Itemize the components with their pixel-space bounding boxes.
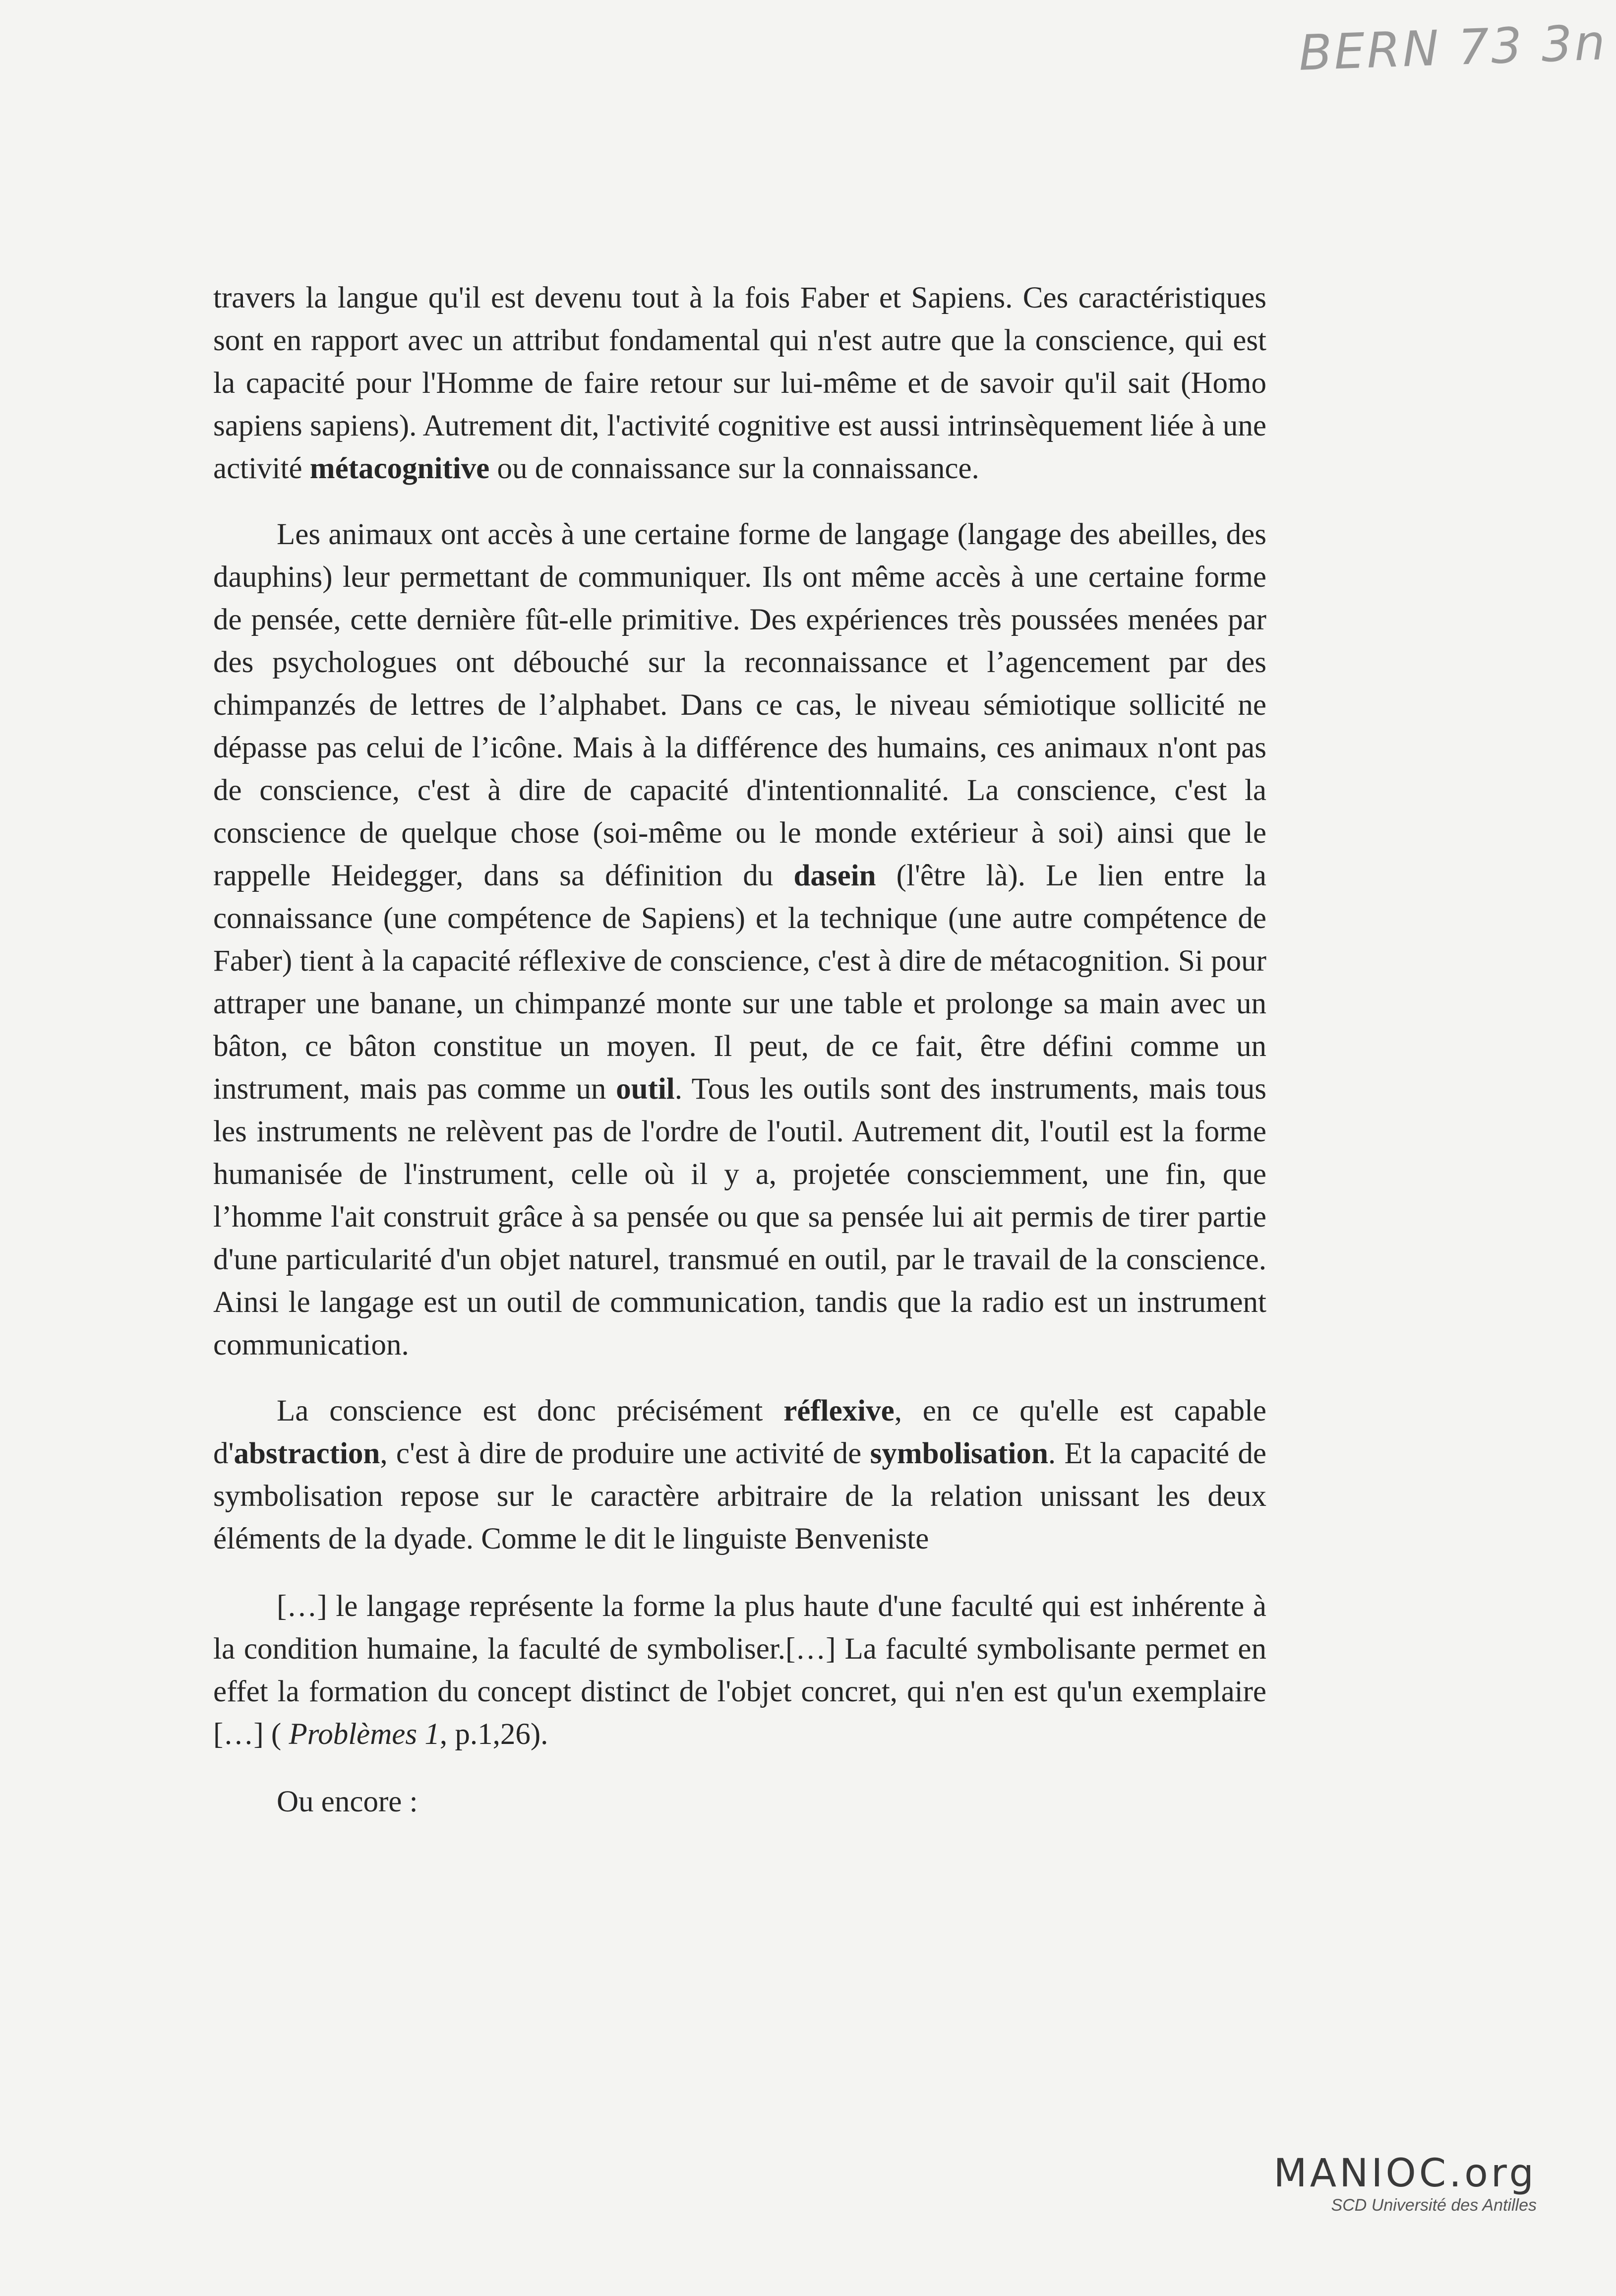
term-dasein: dasein — [793, 859, 876, 892]
term-metacognitive: métacognitive — [309, 452, 490, 485]
paragraph-2-text-e: . Tous les outils sont des instruments, mais tous les instruments ne relèvent pas de l'ordre de l'outil. Autrement dit, l'outil est la forme humanisée de l'instrument, celle où il y a, projetée consciemment, une fin, que l’homme l'ait construit grâce à sa pensée ou que sa pensée lui ait permis de tirer partie d'une particularité d'un objet naturel, transmué en outil, par le travail de la conscience. Ainsi le langage est un outil de communication, tandis que la radio est un instrument communication. — [213, 1072, 1266, 1362]
paragraph-3-text-c: , en ce qu'elle est capable d' — [213, 1394, 1266, 1470]
paragraph-2 — [213, 513, 1266, 1366]
paragraph-4-text: Ou encore : — [277, 1785, 418, 1818]
quote-text-c: , p.1,26). — [439, 1718, 548, 1751]
manioc-watermark — [1273, 2153, 1537, 2216]
quote-source-title: Problèmes 1 — [289, 1718, 440, 1751]
paragraph-1-text-a: travers la langue qu'il est devenu tout à la fois Faber et Sapiens. Ces caractéristiques sont en rapport avec un attribut fondamental qui n'est autre que la conscience, qui est la capacité pour l'Homme de faire retour sur lui-même et de savoir qu'il sait (Homo sapiens sapiens). Autrement dit, l'activité cognitive est aussi intrinsèquement liée à une activité — [213, 281, 1266, 485]
paragraph-2-text-a: Les animaux ont accès à une certaine forme de langage (langage des abeilles, des dauphins) leur permettant de communiquer. Ils ont même accès à une certaine forme de pensée, cette dernière fût-elle primitive. Des expériences très poussées menées par des psychologues ont débouché sur la reconnaissance et l’agencement par des chimpanzés de lettres de l’alphabet. Dans ce cas, le niveau sémiotique sollicité ne dépasse pas celui de l’icône. Mais à la différence des humains, ces animaux n'ont pas de conscience, c'est à dire de capacité d'intentionnalité. La conscience, c'est la conscience de quelque chose (soi-même ou le monde extérieur à soi) ainsi que le rappelle Heidegger, dans sa définition du — [213, 518, 1266, 892]
term-reflexive: réflexive — [783, 1394, 895, 1427]
term-outil: outil — [616, 1072, 675, 1106]
term-symbolisation: symbolisation — [870, 1437, 1048, 1470]
paragraph-2-text-c: (l'être là). Le lien entre la connaissance (une compétence de Sapiens) et la technique (une autre compétence de Faber) tient à la capacité réflexive de conscience, c'est à dire de métacognition. Si pour attraper une banane, un chimpanzé monte sur une table et prolonge sa main avec un bâton, ce bâton constitue un moyen. Il peut, de ce fait, être défini comme un instrument, mais pas comme un — [213, 859, 1266, 1106]
paragraph-3 — [213, 1390, 1266, 1560]
manioc-logo: MANIOC.org — [1273, 2151, 1537, 2196]
handwritten-reference: BERN 73 3n — [1298, 14, 1608, 82]
benveniste-quote — [213, 1585, 1266, 1756]
paragraph-3-text-e: , c'est à dire de produire une activité de — [380, 1437, 870, 1470]
manioc-subtitle: SCD Université des Antilles — [1331, 2196, 1537, 2215]
paragraph-3-text-g: . Et la capacité de symbolisation repose sur le caractère arbitraire de la relation unissant les deux éléments de la dyade. Comme le dit le linguiste Benveniste — [213, 1437, 1266, 1555]
body-text — [213, 277, 1266, 1823]
paragraph-1-text-c: ou de connaissance sur la connaissance. — [489, 452, 979, 485]
paragraph-1 — [213, 277, 1266, 490]
paragraph-3-text-a: La conscience est donc précisément — [277, 1394, 784, 1427]
term-abstraction: abstraction — [234, 1437, 380, 1470]
quote-text-a: […] le langage représente la forme la plus haute d'une faculté qui est inhérente à la condition humaine, la faculté de symboliser.[…] La faculté symbolisante permet en effet la formation du concept distinct de l'objet concret, qui n'en est qu'un exemplaire […] ( — [213, 1590, 1266, 1751]
paragraph-4 — [213, 1781, 1266, 1823]
